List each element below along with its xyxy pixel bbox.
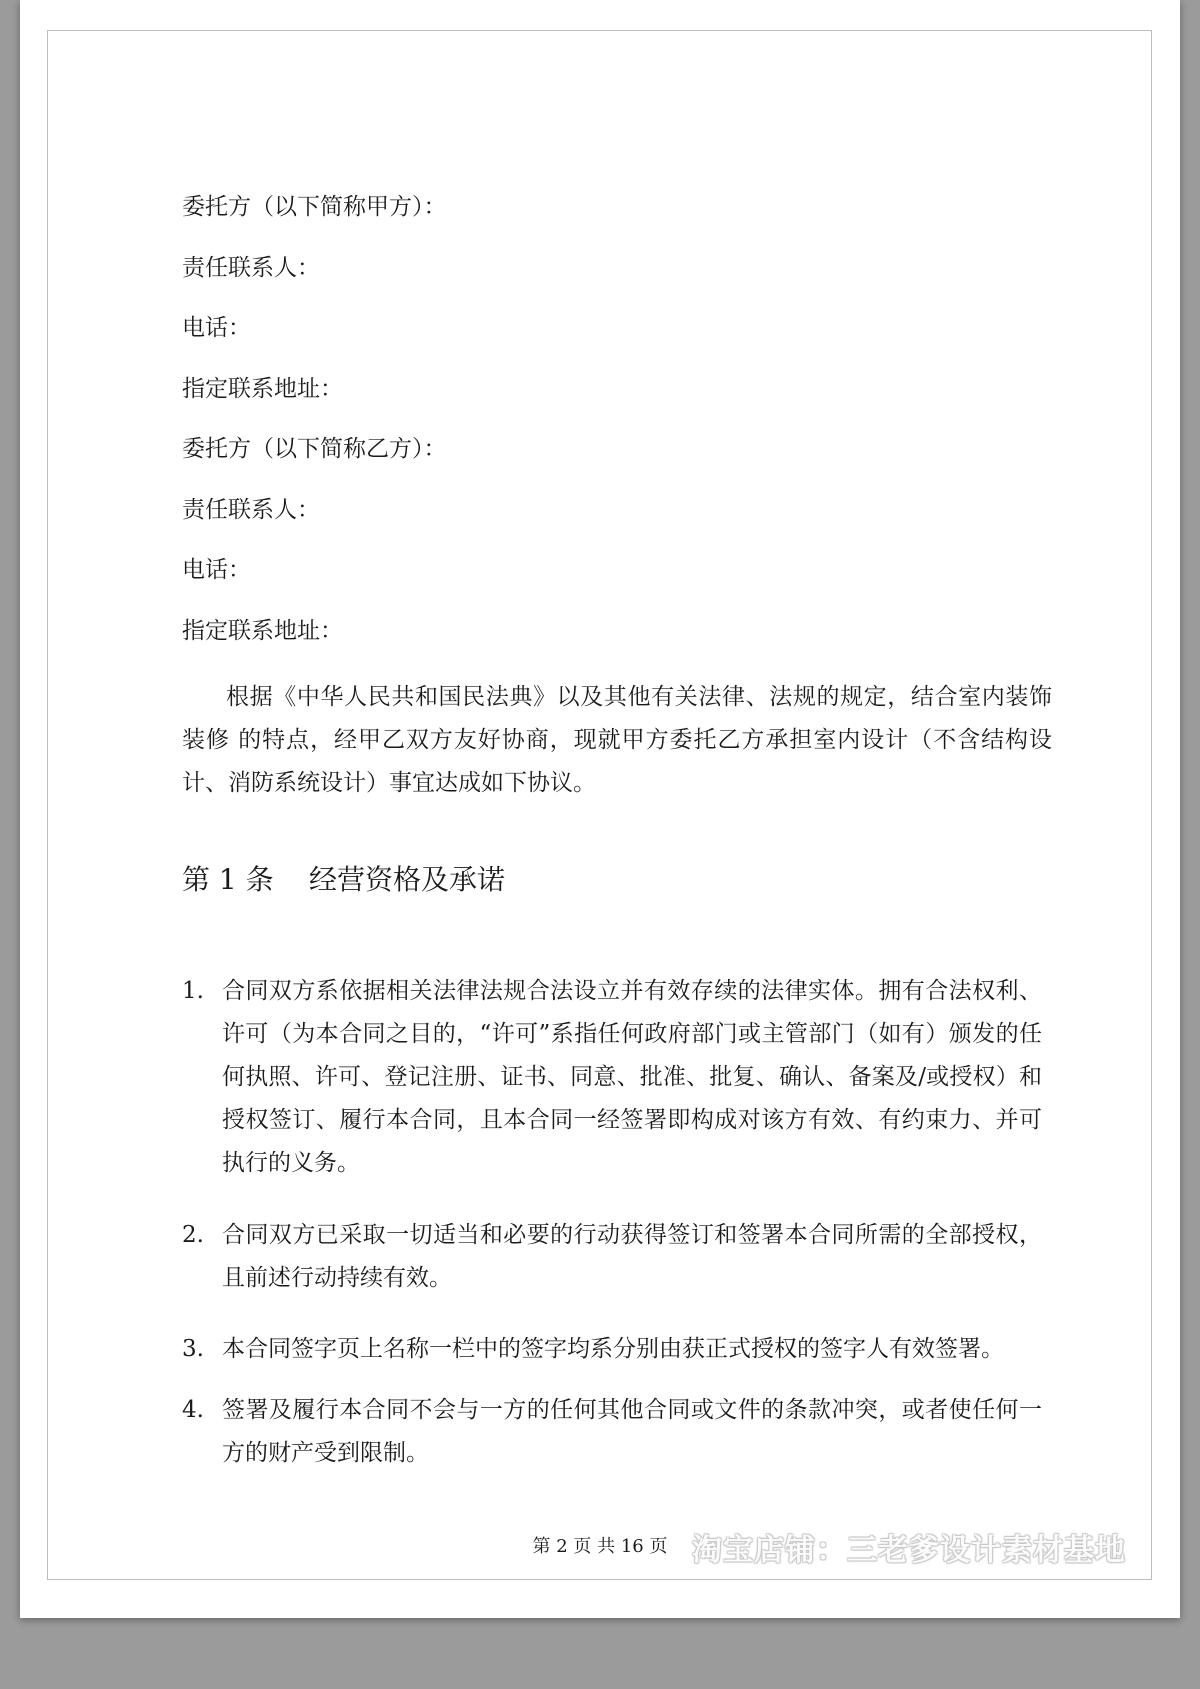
list-item-index: 2.	[182, 1222, 204, 1248]
page-content	[20, 0, 1180, 1618]
party-a-label: 委托方（以下简称甲方）：	[182, 194, 447, 220]
list-item-text: 签署及履行本合同不会与一方的任何其他合同或文件的条款冲突，或者使任何一方的财产受到限制。	[222, 1397, 1042, 1466]
list-item	[182, 1328, 1042, 1371]
list-item-index: 4.	[182, 1397, 204, 1423]
list-item-index: 1.	[182, 978, 204, 1004]
intro-paragraph: 根据《中华人民共和国民法典》以及其他有关法律、法规的规定，结合室内装饰装修 的特点，经甲乙双方友好协商，现就甲方委托乙方承担室内设计（不含结构设计、消防系统设计）事宜达成如下协议。	[182, 684, 1052, 796]
list-item	[182, 970, 1042, 1185]
shop-watermark: 淘宝店铺：三老爹设计素材基地	[692, 1533, 1126, 1568]
party-a-address-label: 指定联系地址：	[182, 376, 343, 402]
list-item	[182, 1214, 1042, 1300]
document-page	[20, 0, 1180, 1618]
list-item	[182, 1389, 1042, 1475]
article-title: 经营资格及承诺	[309, 863, 506, 896]
list-item-index: 3.	[182, 1336, 204, 1362]
party-a-contact-label: 责任联系人：	[182, 255, 320, 281]
list-item-text: 合同双方系依据相关法律法规合法设立并有效存续的法律实体。拥有合法权利、许可（为本合同之目的，“许可”系指任何政府部门或主管部门（如有）颁发的任何执照、许可、登记注册、证书、同意、批准、批复、确认、备案及/或授权）和授权签订、履行本合同，且本合同一经签署即构成对该方有效、有约束力、并可执行的义务。	[222, 978, 1042, 1176]
article-heading	[182, 862, 505, 898]
party-b-phone-label: 电话：	[182, 557, 251, 583]
party-b-label: 委托方（以下简称乙方）：	[182, 436, 447, 462]
party-b-address-label: 指定联系地址：	[182, 618, 343, 644]
list-item-text: 合同双方已采取一切适当和必要的行动获得签订和签署本合同所需的全部授权，且前述行动持续有效。	[222, 1222, 1042, 1291]
page-number-footer: 第 2 页 共 16 页	[532, 1536, 668, 1557]
party-a-phone-label: 电话：	[182, 315, 251, 341]
list-item-text: 本合同签字页上名称一栏中的签字均系分别由获正式授权的签字人有效签署。	[222, 1336, 1004, 1362]
party-b-contact-label: 责任联系人：	[182, 497, 320, 523]
article-number: 第 1 条	[182, 863, 274, 896]
